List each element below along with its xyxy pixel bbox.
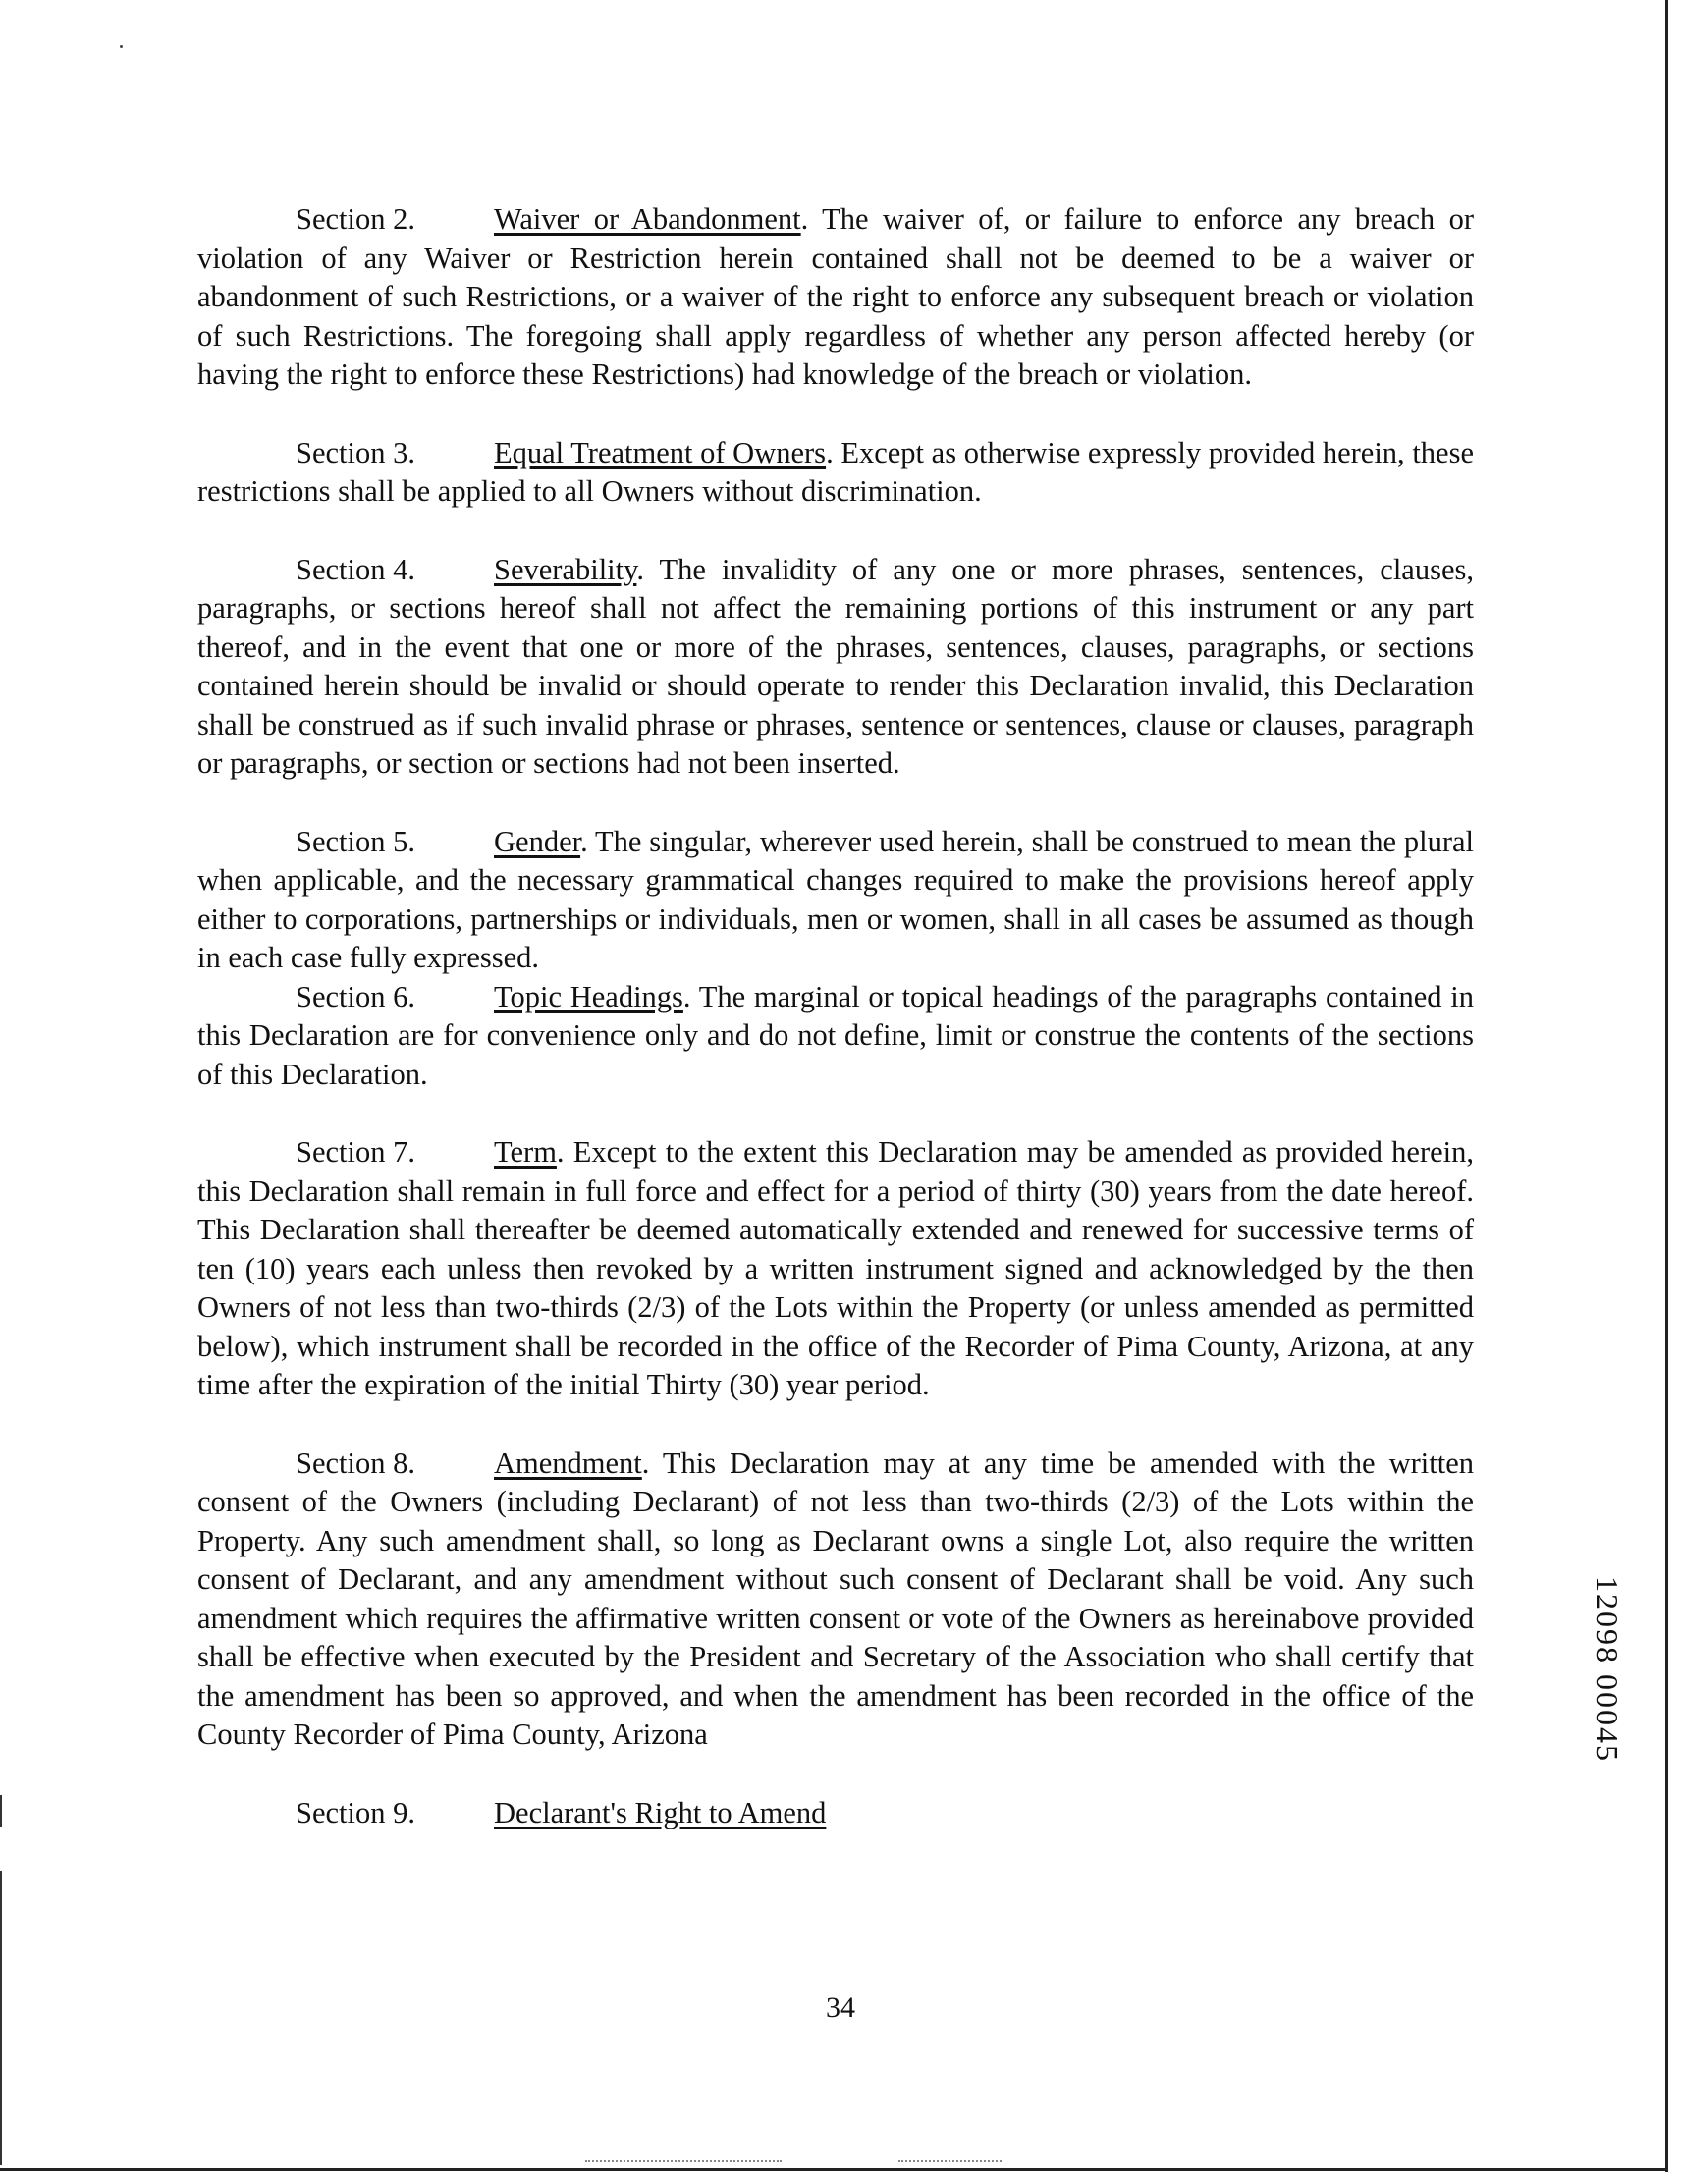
section-2: [197, 200, 1474, 395]
scan-margin-mark: [0, 1795, 2, 1827]
section-title: Equal Treatment of Owners: [494, 435, 827, 469]
section-number: Section 7.: [296, 1135, 415, 1169]
section-text: . The invalidity of any one or more phrases, sentences, clauses, paragraphs, or sections hereof shall not affect the remaining portions of this instrument or any part thereof, and in the event that one or more of the phrases, sentences, clauses, paragraphs, or sections contained herein should be invalid or should operate to render this Declaration invalid, this Declaration shall be construed as if such invalid phrase or phrases, sentence or sentences, clause or clauses, paragraph or paragraphs, or section or sections had not been inserted.: [197, 552, 1474, 780]
section-number: Section 3.: [296, 435, 415, 469]
section-7: [197, 1133, 1474, 1405]
document-body: [197, 200, 1474, 1872]
section-text: . Except as otherwise expressly provided herein, these restrictions shall be applied to all Owners without discrimination.: [197, 435, 1474, 508]
scan-speck: [120, 45, 123, 48]
page-border-right: [1665, 0, 1668, 2172]
section-title: Term: [494, 1135, 557, 1169]
section-3: [197, 434, 1474, 512]
section-8: [197, 1445, 1474, 1755]
section-title: Severability: [494, 552, 637, 586]
section-5: [197, 823, 1474, 978]
section-text: . The marginal or topical headings of the paragraphs contained in this Declaration are for convenience only and do not define, limit or construe the contents of the sections of this Declaration.: [197, 979, 1474, 1091]
section-9: [197, 1794, 1474, 1833]
section-number: Section 6.: [296, 979, 415, 1013]
section-text: . The waiver of, or failure to enforce any breach or violation of any Waiver or Restriction herein contained shall not be deemed to be a waiver or abandonment of such Restrictions, or a waiver of the right to enforce any subsequent breach or violation of such Restrictions. The foregoing shall apply regardless of whether any person affected hereby (or having the right to enforce these Restrictions) had knowledge of the breach or violation.: [197, 202, 1474, 391]
recording-stamp-text: 12098 00045: [1590, 1576, 1625, 1763]
section-title: Amendment: [494, 1446, 642, 1480]
recording-stamp: [1586, 1576, 1645, 1851]
section-6: [197, 978, 1474, 1095]
section-number: Section 8.: [296, 1446, 415, 1480]
page-border-bottom: [0, 2168, 1668, 2171]
section-text: . This Declaration may at any time be amended with the written consent of the Owners (including Declarant) of not less than two-thirds (2/3) of the Lots within the Property. Any such amendment shall, so long as Declarant owns a single Lot, also require the written consent of Declarant, and any amendment without such consent of Declarant shall be void. Any such amendment which requires the affirmative written consent or vote of the Owners as hereinabove provided shall be effective when executed by the President and Secretary of the Association who shall certify that the amendment has been so approved, and when the amendment has been recorded in the office of the County Recorder of Pima County, Arizona: [197, 1446, 1474, 1751]
scan-bottom-artifact: [585, 2160, 782, 2164]
page-number: 34: [826, 1992, 855, 2024]
section-4: [197, 551, 1474, 784]
section-number: Section 2.: [296, 202, 415, 236]
section-title: Waiver or Abandonment: [494, 202, 801, 236]
scan-bottom-artifact: [898, 2160, 1002, 2164]
section-title: Topic Headings: [494, 979, 683, 1013]
section-text: . The singular, wherever used herein, shall be construed to mean the plural when applicable, and the necessary grammatical changes required to make the provisions hereof apply either to corporations, partnerships or individuals, men or women, shall in all cases be assumed as though in each case fully expressed.: [197, 824, 1474, 974]
section-title: Declarant's Right to Amend: [494, 1795, 827, 1829]
section-text: . Except to the extent this Declaration may be amended as provided herein, this Declaration shall remain in full force and effect for a period of thirty (30) years from the date hereof. This Declaration shall thereafter be deemed automatically extended and renewed for successive terms of ten (10) years each unless then revoked by a written instrument signed and acknowledged by the then Owners of not less than two-thirds (2/3) of the Lots within the Property (or unless amended as permitted below), which instrument shall be recorded in the office of the Recorder of Pima County, Arizona, at any time after the expiration of the initial Thirty (30) year period.: [197, 1135, 1474, 1401]
section-number: Section 4.: [296, 552, 415, 586]
section-number: Section 9.: [296, 1795, 415, 1829]
section-number: Section 5.: [296, 824, 415, 858]
section-title: Gender: [494, 824, 581, 858]
